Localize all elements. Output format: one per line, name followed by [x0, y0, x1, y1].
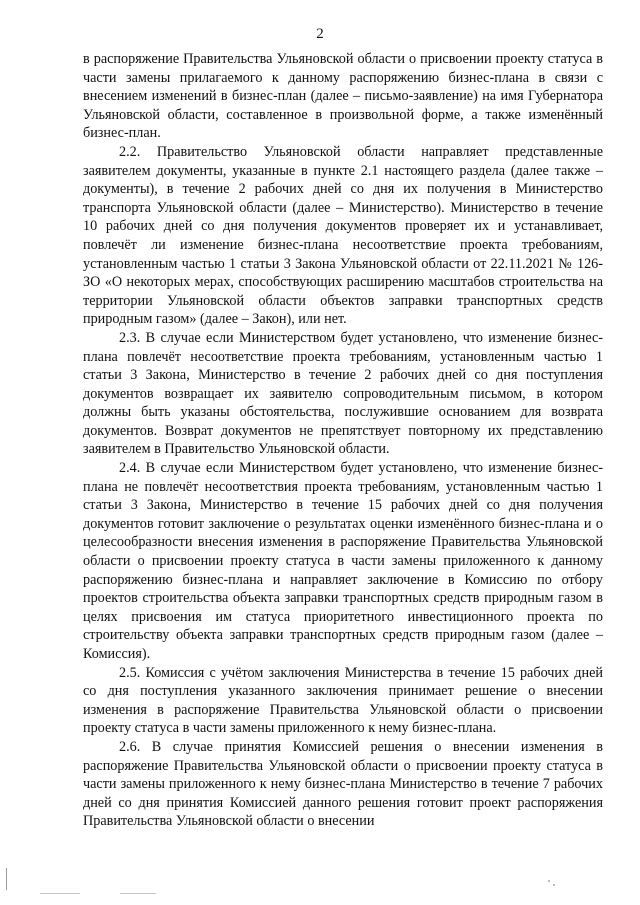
scan-edge-dash: [40, 893, 80, 894]
page-number: 2: [316, 26, 324, 42]
paragraph-2-6: 2.6. В случае принятия Комиссией решения о внесении изменения в распоряжение Правительства Ульяновской области о присвоении проекту статуса в части замены приложенного к нему бизнес-плана Министерство в течение 7 рабочих дней со дня принятия Комиссией данного решения готовит проект распоряжения Правительства Ульяновской области о внесении: [83, 738, 603, 830]
scan-edge-mark: [6, 868, 7, 890]
paragraph-2-5: 2.5. Комиссия с учётом заключения Министерства в течение 15 рабочих дней со дня поступления указанного заключения принимает решение о внесении изменения в распоряжение Правительства Ульяновской области о присвоении проекту статуса в части замены приложенного к нему бизнес-плана.: [83, 664, 603, 737]
paragraph-2-3: 2.3. В случае если Министерством будет установлено, что изменение бизнес-плана повлечёт несоответствие проекта требованиям, установленным частью 1 статьи 3 Закона, Министерство в течение 2 рабочих дней со дня поступления документов возвращает их заявителю сопроводительным письмом, в котором должны быть указаны обстоятельства, послужившие основанием для возврата документов. Возврат документов не препятствует повторному их представлению заявителем в Правительство Ульяновской области.: [83, 329, 603, 458]
document-body: [83, 50, 603, 831]
scan-edge-dash: [120, 893, 156, 894]
paragraph-2-2: 2.2. Правительство Ульяновской области направляет представленные заявителем документы, указанные в пункте 2.1 настоящего раздела (далее также – документы), в течение 2 рабочих дней со дня их получения в Министерство транспорта Ульяновской области (далее – Министерство). Министерство в течение 10 рабочих дней со дня получения документов проверяет их и устанавливает, повлечёт ли изменение бизнес-плана несоответствие проекта требованиям, установленным частью 1 статьи 3 Закона Ульяновской области от 22.11.2021 № 126-ЗО «О некоторых мерах, способствующих расширению масштабов строительства на территории Ульяновской области объектов заправки транспортных средств природным газом» (далее – Закон), или нет.: [83, 143, 603, 328]
scan-speck: [548, 880, 550, 882]
paragraph-2-4: 2.4. В случае если Министерством будет установлено, что изменение бизнес-плана не повлечёт несоответствия проекта требованиям, установленным частью 1 статьи 3 Закона, Министерство в течение 15 рабочих дней со дня получения документов готовит заключение о результатах оценки изменённого бизнес-плана и о целесообразности внесения изменения в распоряжение Правительства Ульяновской области о присвоении проекту статуса в части замены приложенного к данному распоряжению бизнес-плана и направляет заключение в Комиссию по отбору проектов строительства объекта заправки транспортных средств природным газом в целях присвоения им статуса приоритетного инвестиционного проекта по строительству объекта заправки транспортных средств природным газом (далее – Комиссия).: [83, 460, 603, 662]
paragraph-continuation: в распоряжение Правительства Ульяновской области о присвоении проекту статуса в части замены прилагаемого к данному распоряжению бизнес-плана в связи с внесением изменений в бизнес-план (далее – письмо-заявление) на имя Губернатора Ульяновской области, составленное в произвольной форме, а также изменённый бизнес-план.: [83, 51, 603, 142]
scan-speck: [553, 884, 555, 886]
